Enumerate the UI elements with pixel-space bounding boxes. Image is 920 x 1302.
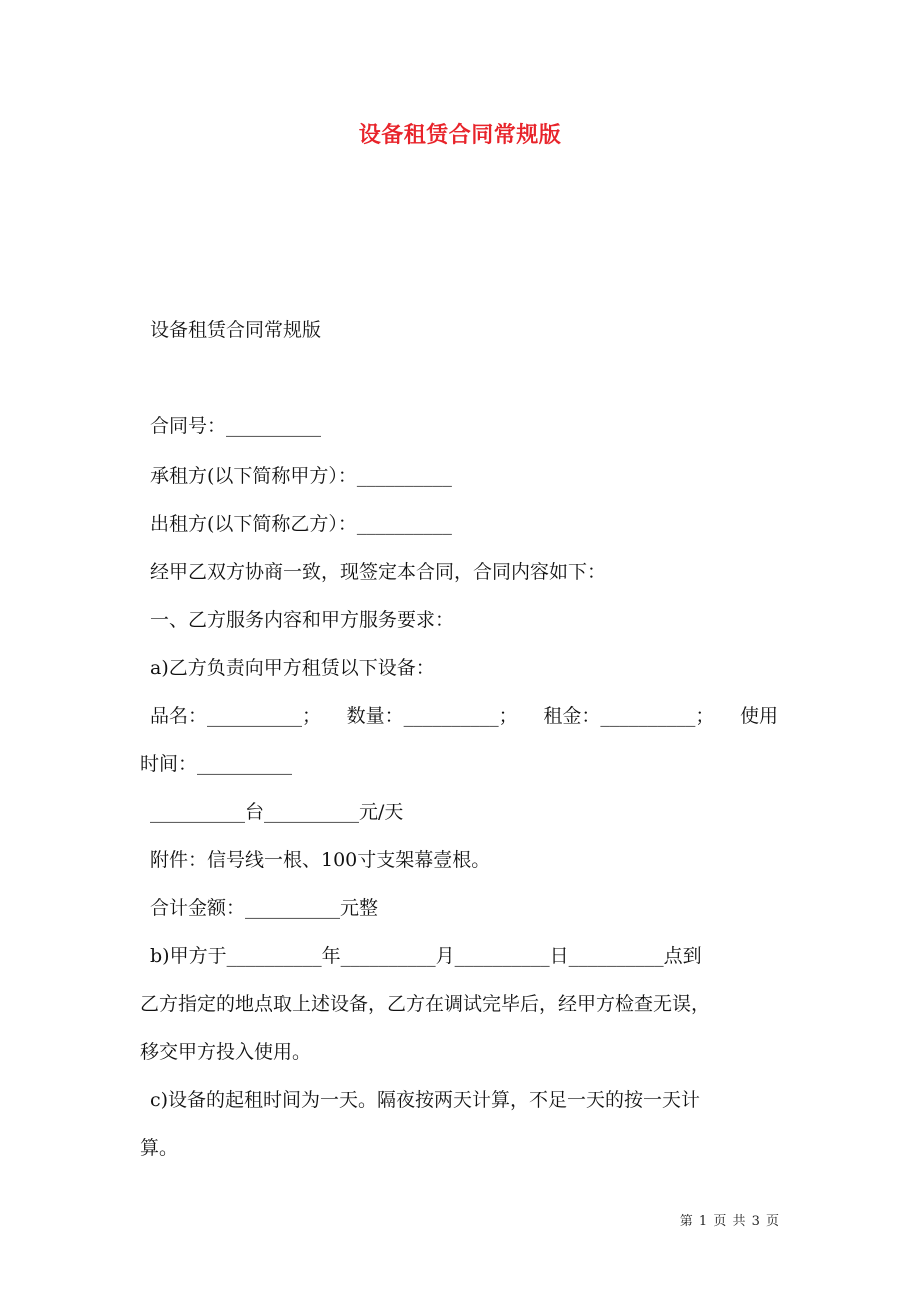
item-b-line-2: 乙方指定的地点取上述设备，乙方在调试完毕后，经甲方检查无误，	[140, 993, 711, 1015]
item-details-line	[150, 704, 778, 728]
quantity-field: 数量：__________；	[346, 705, 518, 727]
product-name-field: 品名：__________；	[150, 705, 322, 727]
total-amount-line: 合计金额：__________元整	[150, 897, 379, 919]
item-b-line-1: b)甲方于__________年__________月__________日__________点到	[150, 945, 702, 967]
usage-label: 使用	[739, 705, 778, 727]
item-c-line-2: 算。	[140, 1137, 179, 1159]
lessee-line: 承租方(以下简称甲方）：__________	[150, 465, 452, 487]
item-b-line-3: 移交甲方投入使用。	[140, 1041, 312, 1063]
section-one-heading: 一、乙方服务内容和甲方服务要求：	[150, 609, 455, 631]
intro-paragraph: 经甲乙双方协商一致，现签定本合同，合同内容如下：	[150, 561, 607, 583]
rent-field: 租金：__________；	[543, 705, 715, 727]
quantity-price-line: __________台__________元/天	[150, 801, 404, 823]
usage-time-line: 时间：__________	[140, 753, 293, 775]
page-number: 第 1 页 共 3 页	[679, 1214, 780, 1229]
accessories-line: 附件：信号线一根、100寸支架幕壹根。	[150, 849, 491, 871]
item-c-line-1: c)设备的起租时间为一天。隔夜按两天计算，不足一天的按一天计	[150, 1089, 701, 1111]
contract-number-line: 合同号：__________	[150, 415, 322, 437]
lessor-line: 出租方(以下简称乙方）：__________	[150, 513, 452, 535]
document-subtitle: 设备租赁合同常规版	[150, 319, 322, 341]
document-title: 设备租赁合同常规版	[358, 122, 562, 148]
item-a-line: a)乙方负责向甲方租赁以下设备：	[150, 657, 435, 679]
